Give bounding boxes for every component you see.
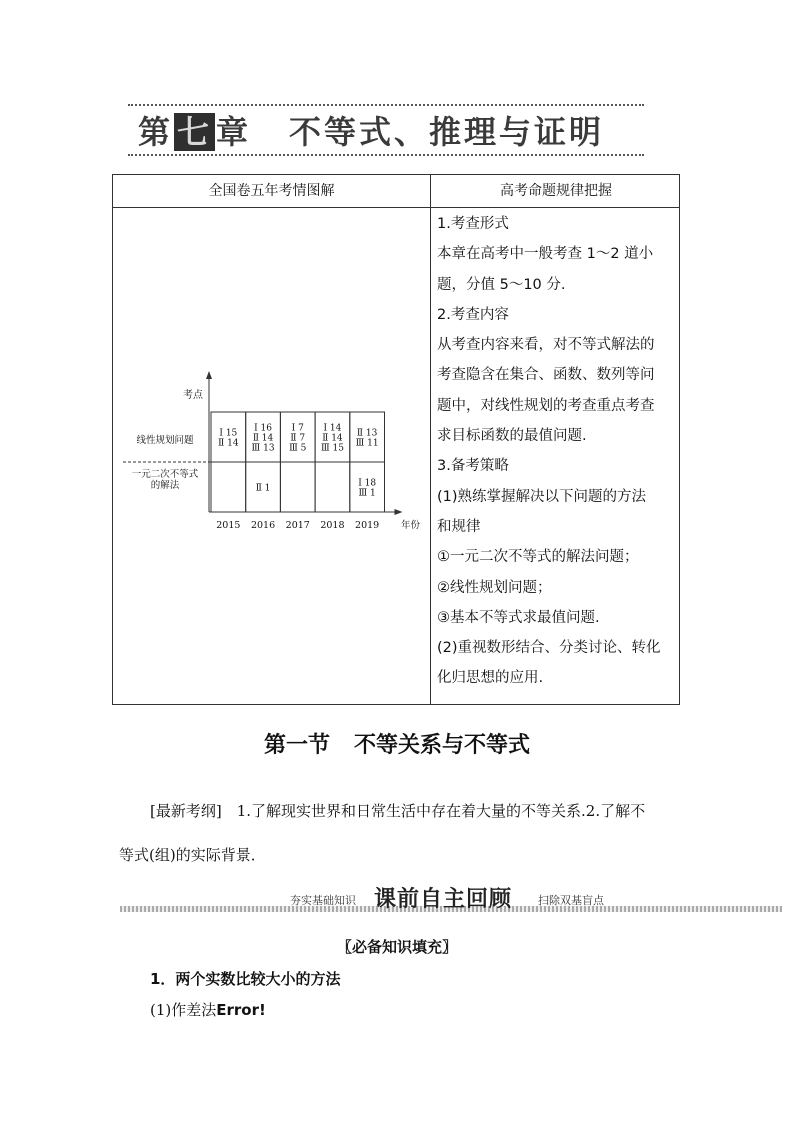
cell-value: Ⅲ 1 xyxy=(358,488,376,499)
cell-value: Ⅱ 14 xyxy=(252,433,274,444)
x-tick-label: 2016 xyxy=(250,520,276,531)
cell-value: Ⅱ 14 xyxy=(322,433,343,444)
section-number: 第一节 xyxy=(263,733,330,758)
chapter-name: 不等式、推理与证明 xyxy=(289,113,605,151)
banner-main-text: 课前自主回顾 xyxy=(374,887,513,912)
knowledge-title xyxy=(0,936,794,957)
rule-line: 化归思想的应用. xyxy=(437,670,544,687)
section-name: 不等关系与不等式 xyxy=(354,733,531,758)
cell-value: Ⅲ 11 xyxy=(355,438,379,449)
header-dotted-line-top xyxy=(128,104,644,106)
cell-value: Ⅱ 1 xyxy=(255,483,271,494)
x-axis-arrow-icon xyxy=(395,509,403,515)
right-bracket-icon: 〗 xyxy=(442,938,458,956)
rule-line: 题中，对线性规划的考查重点考查 xyxy=(437,397,655,414)
x-axis-label: 年份 xyxy=(400,520,421,531)
rule-line: 本章在高考中一般考查 1～2 道小 xyxy=(437,246,654,263)
rule-line: 题，分值 5～10 分. xyxy=(437,276,566,293)
knowledge-item-1: 1．两个实数比较大小的方法 xyxy=(150,970,341,988)
rule-line: ①一元二次不等式的解法问题； xyxy=(437,549,639,566)
knowledge-item-2 xyxy=(150,999,266,1020)
grid-cell xyxy=(280,462,315,512)
chapter-title xyxy=(138,110,604,154)
x-tick-label: 2019 xyxy=(355,520,380,531)
grid-cell xyxy=(211,462,246,512)
rule-line: ②线性规划问题； xyxy=(437,579,552,596)
outline-line-2: 等式(组)的实际背景． xyxy=(119,846,266,864)
cell-value: Ⅱ 7 xyxy=(290,433,306,444)
exam-chart xyxy=(113,207,430,705)
chapter-prefix: 第 xyxy=(138,113,174,151)
x-tick-label: 2017 xyxy=(285,520,310,531)
row-label: 线性规划问题 xyxy=(136,435,194,446)
cell-value: Ⅱ 14 xyxy=(218,438,239,449)
left-bracket-icon: 〖 xyxy=(336,938,352,956)
knowledge-title-text: 必备知识填充 xyxy=(351,938,442,956)
rule-line: (1)熟练掌握解决以下问题的方法 xyxy=(437,488,647,505)
cell-value: Ⅲ 5 xyxy=(289,443,307,454)
header-dotted-line-bottom xyxy=(128,154,644,156)
y-axis-arrow-icon xyxy=(206,371,212,379)
cell-value: Ⅰ 14 xyxy=(323,423,342,434)
rule-line: 考查隐含在集合、函数、数列等问 xyxy=(437,367,655,384)
section-banner xyxy=(120,880,782,914)
cell-value: Ⅱ 13 xyxy=(356,428,378,439)
cell-value: Ⅰ 18 xyxy=(358,478,377,489)
knowledge-item-2-prefix: (1)作差法 xyxy=(150,1001,217,1019)
overview-left-header: 全国卷五年考情图解 xyxy=(208,183,335,199)
banner-left-text: 夯实基础知识 xyxy=(290,894,356,907)
cell-value: Ⅰ 7 xyxy=(291,423,304,434)
knowledge-item-2-error: Error! xyxy=(216,1001,266,1019)
rule-line: 从考查内容来看，对不等式解法的 xyxy=(437,337,655,354)
section-title xyxy=(0,728,794,759)
row-label: 一元二次不等式 xyxy=(131,469,199,480)
overview-table xyxy=(112,174,680,705)
outline-line-1: [最新考纲] 1.了解现实世界和日常生活中存在着大量的不等关系.2.了解不 xyxy=(150,802,646,820)
chapter-number: 七 xyxy=(174,113,215,151)
rule-line: 1.考查形式 xyxy=(437,216,509,232)
cell-value: Ⅲ 15 xyxy=(320,443,344,454)
cell-value: Ⅰ 15 xyxy=(219,428,238,439)
rule-line: (2)重视数形结合、分类讨论、转化 xyxy=(437,640,661,657)
row-label: 的解法 xyxy=(150,480,180,491)
banner-right-text: 扫除双基盲点 xyxy=(538,894,604,907)
chapter-suffix: 章 xyxy=(216,113,252,151)
rule-line: 3.备考策略 xyxy=(437,458,509,475)
exam-rules-text xyxy=(437,209,677,694)
rule-line: 2.考查内容 xyxy=(437,306,509,323)
grid-cell xyxy=(315,462,350,512)
rule-line: 求目标函数的最值问题. xyxy=(437,428,587,445)
x-tick-label: 2018 xyxy=(320,520,345,531)
y-axis-label: 考点 xyxy=(183,390,203,401)
cell-value: Ⅲ 13 xyxy=(251,443,275,454)
rule-line: 和规律 xyxy=(437,518,481,535)
cell-value: Ⅰ 16 xyxy=(254,423,272,434)
exam-chart-svg xyxy=(113,207,430,705)
x-tick-label: 2015 xyxy=(216,520,241,531)
overview-right-header: 高考命题规律把握 xyxy=(500,183,612,199)
rule-line: ③基本不等式求最值问题. xyxy=(437,609,600,626)
